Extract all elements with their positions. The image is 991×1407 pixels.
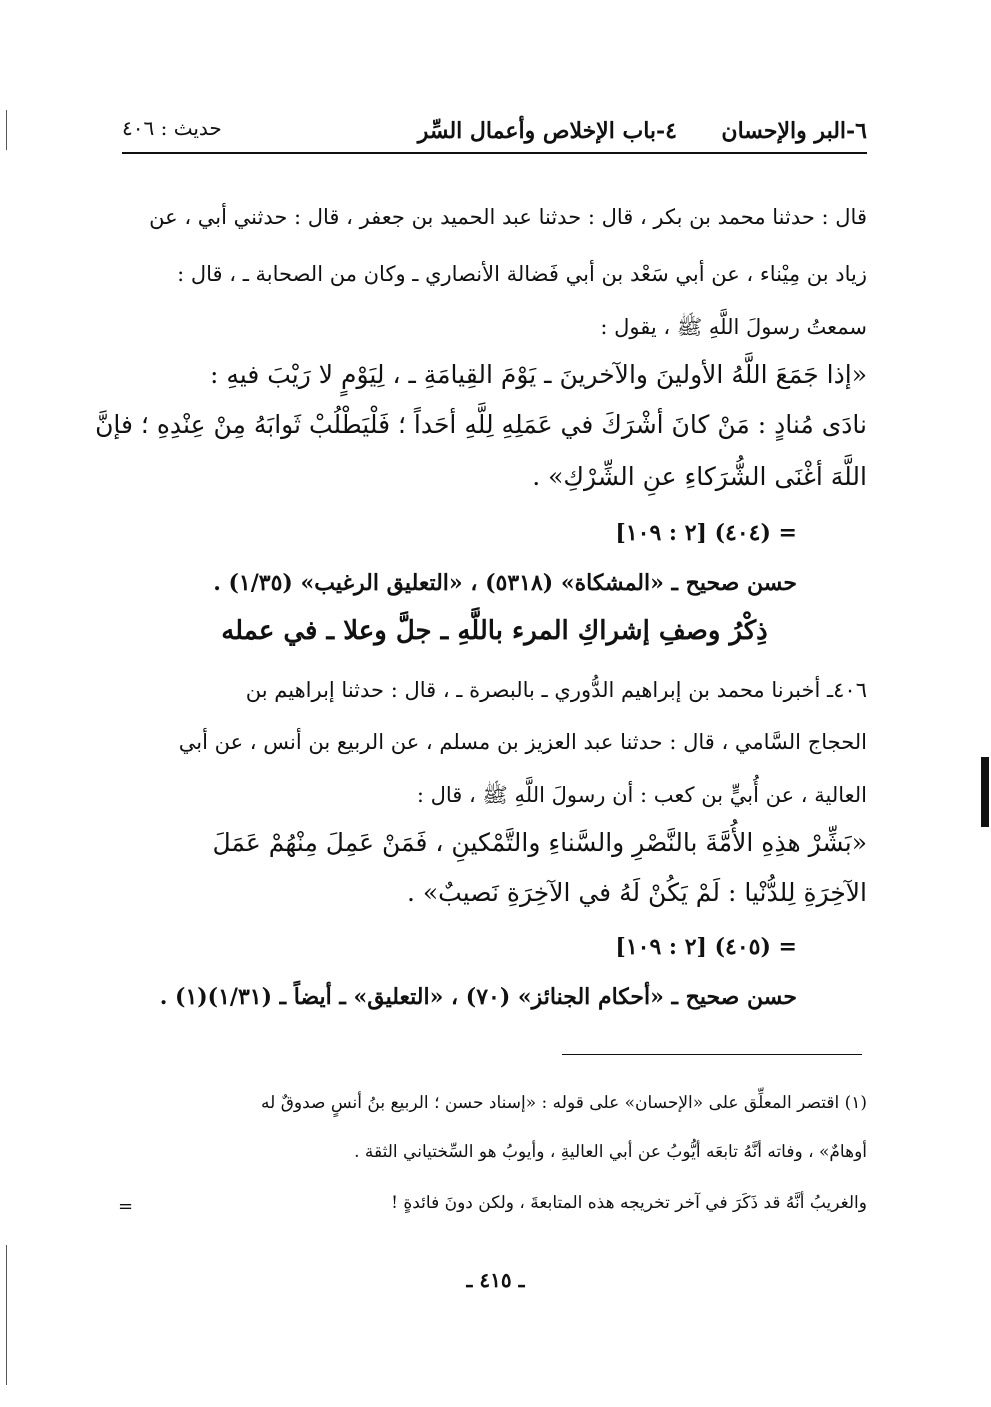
isnad-line: ٤٠٦ـ أخبرنا محمد بن إبراهيم الدُّوري ـ بالبصرة ـ ، قال : حدثنا إبراهيم بن <box>245 678 867 702</box>
footnote-continuation-mark: = <box>118 1196 134 1217</box>
cross-reference: = (٤٠٥) [٢ : ١٠٩] <box>615 934 797 960</box>
header-rule <box>122 152 867 154</box>
isnad-line: سمعتُ رسولَ اللَّهِ ﷺ ، يقول : <box>600 315 867 339</box>
footnote-line: أوهامٌ» ، وفاته أنَّهُ تابعَه أيُّوبُ عن أبي العاليةِ ، وأيوبُ هو السِّختياني الثقة . <box>354 1142 867 1162</box>
hadith-line: نادَى مُنادٍ : مَنْ كانَ أشْرَكَ في عَمَلِهِ لِلَّهِ أحَداً ؛ فَلْيَطْلُبْ ثَوابَهُ مِنْ عِنْدِهِ ؛ فإنَّ <box>95 410 867 439</box>
header-hadith-ref: حديث : ٤٠٦ <box>122 116 222 140</box>
header-section: ٤-باب الإخلاص وأعمال السِّر <box>417 118 677 144</box>
footnote-line: والغريبُ أنَّهُ قد ذَكَرَ في آخر تخريجه هذه المتابعةَ ، ولكن دونَ فائدةٍ ! <box>391 1193 867 1213</box>
isnad-line: زياد بن مِيْناء ، عن أبي سَعْد بن أبي فَضالة الأنصاري ـ وكان من الصحابة ـ ، قال : <box>177 262 867 286</box>
hadith-grade: حسن صحيح ـ «المشكاة» (٥٣١٨) ، «التعليق الرغيب» (١/٣٥) . <box>213 570 797 596</box>
footnote-rule <box>562 1054 862 1055</box>
header-chapter: ٦-البر والإحسان <box>721 118 867 144</box>
isnad-line: الحجاج السَّامي ، قال : حدثنا عبد العزيز بن مسلم ، عن الربيع بن أنس ، عن أبي <box>178 730 867 754</box>
footnote-line: (١) اقتصر المعلِّق على «الإحسان» على قوله : «إسناد حسن ؛ الربيع بنُ أنسٍ صدوقٌ له <box>261 1093 867 1113</box>
hadith-line: «بَشِّرْ هذِهِ الأُمَّةَ بالنَّصْرِ والسَّناءِ والتَّمْكينِ ، فَمَنْ عَمِلَ مِنْهُمْ عَمَلَ <box>212 828 867 857</box>
hadith-line: «إذا جَمَعَ اللَّهُ الأولينَ والآخرينَ ـ يَوْمَ القِيامَةِ ـ ، لِيَوْمٍ لا رَيْبَ فيهِ : <box>210 360 867 389</box>
hadith-line: الآخِرَةِ لِلدُّنْيا : لَمْ يَكُنْ لَهُ في الآخِرَةِ نَصيبٌ» . <box>406 878 867 907</box>
page-number: ـ ٤١٥ ـ <box>466 1268 525 1292</box>
hadith-grade: حسن صحيح ـ «أحكام الجنائز» (٧٠) ، «التعليق» ـ أيضاً ـ (١/٣١)(١) . <box>159 984 797 1010</box>
running-header <box>122 112 867 152</box>
section-title: ذِكْرُ وصفِ إشراكِ المرء باللَّهِ ـ جلَّ وعلا ـ في عمله <box>221 616 768 646</box>
isnad-line: العالية ، عن أُبيٍّ بن كعب : أن رسولَ اللَّهِ ﷺ ، قال : <box>416 783 867 807</box>
isnad-line: قال : حدثنا محمد بن بكر ، قال : حدثنا عبد الحميد بن جعفر ، قال : حدثني أبي ، عن <box>149 205 867 229</box>
scan-edge-line <box>6 110 7 150</box>
hadith-line: اللَّهَ أغْنَى الشُّرَكاءِ عنِ الشِّرْكِ» . <box>532 462 867 491</box>
cross-reference: = (٤٠٤) [٢ : ١٠٩] <box>615 520 797 546</box>
scan-edge-line <box>6 1245 7 1385</box>
scan-edge-mark <box>981 757 989 827</box>
